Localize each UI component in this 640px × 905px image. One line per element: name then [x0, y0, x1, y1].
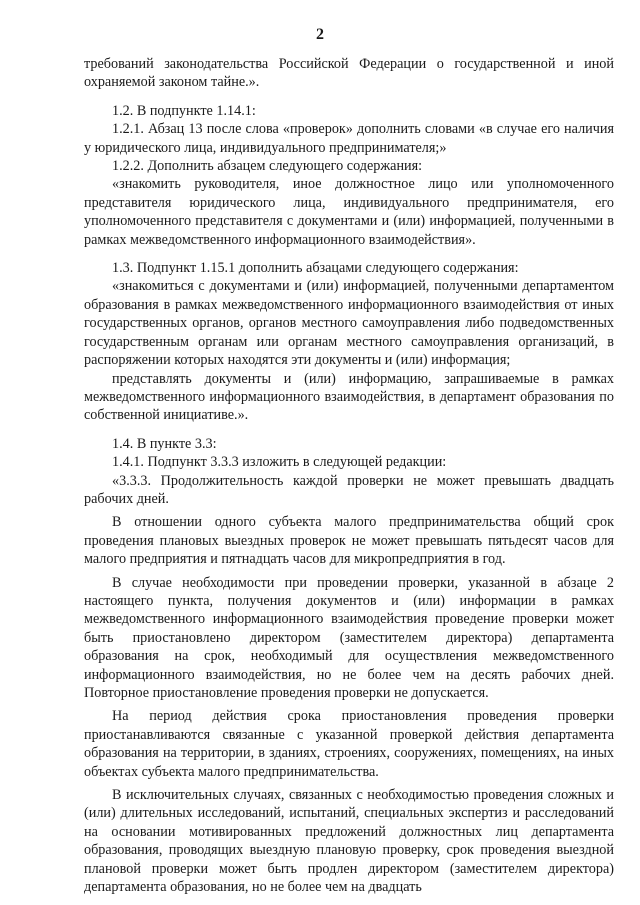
paragraph-item-1-2: 1.2. В подпункте 1.14.1: — [112, 102, 256, 119]
paragraph-quote-3: представлять документы и (или) информацию, запрашиваемые в рамках межведомственного информационного взаимодействия, в департамент образования по собственной инициативе.». — [84, 370, 614, 424]
paragraph-item-1-3: 1.3. Подпункт 1.15.1 дополнить абзацами следующего содержания: — [112, 260, 519, 277]
paragraph-item-1-2-2: 1.2.2. Дополнить абзацем следующего содержания: — [112, 158, 423, 175]
paragraph-suspension-period: На период действия срока приостановления проведения проверки приостанавливаются связанные с указанной проверкой действия департамента образования на территории, в зданиях, строениях, сооружениях, помещениях, на иных объектах субъекта малого предпринимательства. — [84, 708, 614, 780]
paragraph-item-1-2-1: 1.2.1. Абзац 13 после слова «проверок» дополнить словами «в случае его наличия у юридического лица, индивидуального предпринимателя;» — [84, 121, 614, 156]
document-body — [84, 55, 614, 896]
paragraph-item-1-4: 1.4. В пункте 3.3: — [112, 435, 217, 452]
page-number: 2 — [316, 26, 324, 43]
paragraph-continuation: требований законодательства Российской Федерации о государственной и иной охраняемой законом тайне.». — [84, 56, 614, 91]
paragraph-suspension: В случае необходимости при проведении проверки, указанной в абзаце 2 настоящего пункта, получения документов и (или) информации в рамках межведомственного информационного взаимодействия проведение проверки может быть приостановлено директором (заместителем директора) департамента образования на срок, необходимый для осуществления межведомственного информационного взаимодействия, но не более чем на десять рабочих дней. Повторное приостановление проведения проверки не допускается. — [84, 574, 614, 701]
paragraph-3-3-3: «3.3.3. Продолжительность каждой проверки не может превышать двадцать рабочих дней. — [84, 472, 614, 507]
paragraph-item-1-4-1: 1.4.1. Подпункт 3.3.3 изложить в следующей редакции: — [112, 454, 447, 471]
paragraph-small-business: В отношении одного субъекта малого предпринимательства общий срок проведения плановых выездных проверок не может превышать пятьдесят часов для малого предприятия и пятнадцать часов для микропредприятия в год. — [84, 514, 614, 568]
paragraph-quote-1: «знакомить руководителя, иное должностное лицо или уполномоченного представителя юридического лица, индивидуального предпринимателя, его уполномоченного представителя с документами и (или) информацией, полученными в рамках межведомственного информационного взаимодействия». — [84, 176, 614, 248]
paragraph-quote-2: «знакомиться с документами и (или) информацией, полученными департаментом образования в рамках межведомственного информационного взаимодействия от иных государственных органов, органов местного самоуправления либо подведомственных государственным органам или органам местного самоуправления организаций, в распоряжении которых находятся эти документы и (или) информация; — [84, 278, 614, 369]
paragraph-exceptional-cases: В исключительных случаях, связанных с необходимостью проведения сложных и (или) длительных исследований, испытаний, специальных экспертиз и расследований на основании мотивированных предложений должностных лиц департамента образования, проводящих выездную плановую проверку, срок проведения выездной плановой проверки может быть продлен директором (заместителем директора) департамента образования, но не более чем на двадцать — [84, 787, 614, 896]
